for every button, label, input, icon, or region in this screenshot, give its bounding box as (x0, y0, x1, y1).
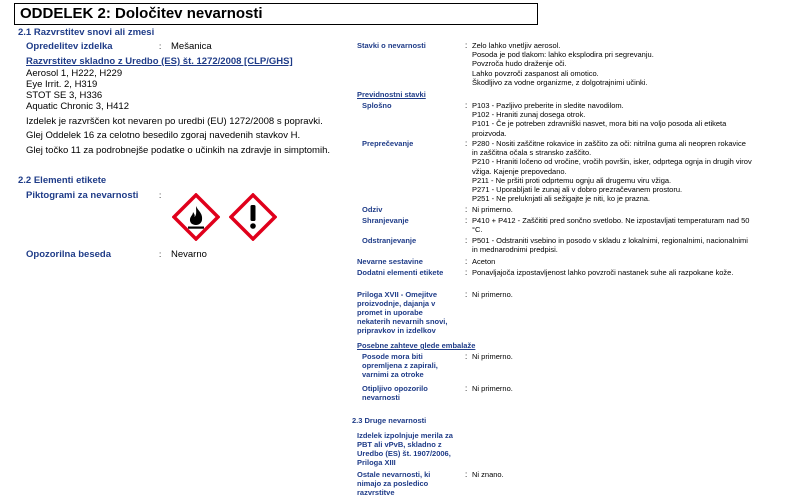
section-2-2-heading: 2.2 Elementi etikete (18, 175, 107, 186)
hazardous-ingredients-value: Aceton (472, 257, 496, 266)
tactile-label-line: Otipljivo opozorilo (362, 384, 428, 393)
storage-line: P410 + P412 - Zaščititi pred sončno svetlobo. Ne izpostavljati temperaturam nad 50 (472, 216, 750, 225)
annex-label-line: proizvodnje, dajanja v (357, 299, 436, 308)
hazardous-ingredients-label: Nevarne sestavine (357, 257, 423, 266)
classification-item: Aquatic Chronic 3, H412 (26, 101, 129, 112)
annex-label-line: promet in uporabe (357, 308, 423, 317)
other-label-line: Ostale nevarnosti, ki (357, 470, 431, 479)
tactile-warning-label (362, 384, 428, 402)
annex-label-line: nekaterih nevarnih snovi, (357, 317, 448, 326)
colon: : (465, 384, 468, 393)
tactile-warning-value: Ni primerno. (472, 384, 513, 393)
hazard-line: Povzroča hudo draženje oči. (472, 59, 567, 69)
pbt-label-line: Priloga XIII (357, 458, 396, 467)
annex-xvii-label (357, 290, 447, 335)
prevention-line: P280 - Nositi zaščitne rokavice in zaščito za oči: nitrilna guma ali neopren rokavice (472, 139, 746, 148)
prevention-line: P271 - Uporabljati le zunaj ali v dobro prezračevanem prostoru. (472, 185, 683, 195)
general-line: P102 - Hraniti zunaj dosega otrok. (472, 110, 586, 120)
pictograms-label: Piktogrami za nevarnosti (26, 190, 139, 201)
colon: : (159, 42, 162, 51)
colon: : (465, 101, 468, 110)
storage-label: Shranjevanje (362, 216, 409, 225)
general-statements (472, 101, 726, 138)
general-line: P103 - Pazljivo preberite in sledite navodilom. (472, 101, 624, 110)
other-label-line: razvrstitve (357, 488, 395, 497)
colon: : (465, 470, 468, 479)
classification-note-2: Glej Oddelek 16 za celotno besedilo zgoraj navedenih stavkov H. (26, 130, 301, 141)
disposal-label: Odstranjevanje (362, 236, 417, 245)
exclamation-pictogram-icon (229, 193, 277, 241)
colon: : (465, 257, 468, 266)
hazard-statements-label: Stavki o nevarnosti (357, 41, 426, 50)
packaging-heading: Posebne zahteve glede embalaže (357, 341, 476, 350)
prevention-line: P210 - Hraniti ločeno od vročine, vročih površin, isker, odprtega ognja in drugih virov (472, 157, 752, 167)
closures-label-line: varnimi za otroke (362, 370, 424, 379)
classification-regulation-link: Razvrstitev skladno z Uredbo (ES) št. 1272/2008 [CLP/GHS] (26, 56, 293, 67)
classification-note-1: Izdelek je razvrščen kot nevaren po uredbi (EU) 1272/2008 s popravki. (26, 116, 323, 127)
colon: : (465, 139, 468, 148)
disposal-line: P501 - Odstraniti vsebino in posodo v skladu z lokalnimi, regionalnimi, nacionalnimi (472, 236, 748, 245)
colon: : (159, 191, 162, 200)
closures-label-line: Posode mora biti (362, 352, 423, 361)
colon: : (465, 236, 468, 245)
annex-xvii-value: Ni primerno. (472, 290, 513, 299)
page-title: ODDELEK 2: Določitev nevarnosti (20, 5, 263, 22)
hazard-line: Posoda je pod tlakom: lahko eksplodira pri segrevanju. (472, 50, 654, 60)
prevention-line: in zaščitna očala s stransko zaščito. (472, 148, 592, 158)
closures-label-line: opremljena z zapirali, (362, 361, 438, 370)
response-label: Odziv (362, 205, 383, 214)
child-closures-label (362, 352, 438, 379)
other-label-line: nimajo za posledico (357, 479, 429, 488)
pbt-label-line: PBT ali vPvB, skladno z (357, 440, 442, 449)
general-label: Splošno (362, 101, 392, 110)
section-2-3-heading: 2.3 Druge nevarnosti (352, 416, 427, 425)
product-definition-label: Opredelitev izdelka (26, 41, 113, 52)
pbt-label-line: Uredbo (ES) št. 1907/2006, (357, 449, 451, 458)
hazard-line: Zelo lahko vnetljiv aerosol. (472, 41, 561, 50)
product-definition-value: Mešanica (171, 41, 212, 52)
colon: : (465, 216, 468, 225)
colon: : (465, 352, 468, 361)
hazard-line: Lahko povzroči zaspanost ali omotico. (472, 68, 599, 78)
disposal-line: in mednarodnimi predpisi. (472, 245, 558, 255)
annex-label-line: Priloga XVII - Omejitve (357, 290, 438, 299)
disposal-statements (472, 236, 748, 254)
prevention-line: P251 - Ne preluknjati ali sežigajte je niti, ko je prazna. (472, 194, 651, 204)
classification-item: Eye Irrit. 2, H319 (26, 79, 98, 90)
storage-statements (472, 216, 749, 234)
other-hazards-label (357, 470, 430, 497)
storage-line: °C. (472, 225, 483, 235)
prevention-statements (472, 139, 752, 203)
general-line: proizvoda. (472, 128, 507, 138)
prevention-line: P211 - Ne pršiti proti odprtemu ognju ali drugemu viru vžiga. (472, 175, 672, 185)
flame-pictogram-icon (172, 193, 220, 241)
child-closures-value: Ni primerno. (472, 352, 513, 361)
colon: : (465, 205, 468, 214)
signal-word-label: Opozorilna beseda (26, 249, 111, 260)
classification-list (26, 68, 129, 112)
prevention-line: vžiga. Kajenje prepovedano. (472, 166, 567, 176)
pbt-vpvb-label (357, 431, 453, 467)
tactile-label-line: nevarnosti (362, 393, 400, 402)
other-hazards-value: Ni znano. (472, 470, 504, 479)
colon: : (159, 250, 162, 259)
section-2-1-heading: 2.1 Razvrstitev snovi ali zmesi (18, 27, 155, 38)
colon: : (465, 41, 468, 50)
response-value: Ni primerno. (472, 205, 513, 214)
classification-note-3: Glej točko 11 za podrobnejše podatke o učinkih na zdravje in simptomih. (26, 145, 330, 156)
classification-item: STOT SE 3, H336 (26, 90, 103, 101)
pbt-label-line: Izdelek izpolnjuje merila za (357, 431, 453, 440)
hazard-statements (472, 41, 654, 87)
supplemental-value: Ponavljajoča izpostavljenost lahko povzroči nastanek suhe ali razpokane kože. (472, 268, 734, 277)
general-line: P101 - Če je potreben zdravniški nasvet, mora biti na voljo posoda ali etiketa (472, 119, 727, 129)
annex-label-line: pripravkov in izdelkov (357, 326, 436, 335)
colon: : (465, 290, 468, 299)
hazard-line: Škodljivo za vodne organizme, z dolgotrajnimi učinki. (472, 77, 648, 87)
colon: : (465, 268, 468, 277)
supplemental-label: Dodatni elementi etikete (357, 268, 444, 277)
signal-word-value: Nevarno (171, 249, 207, 260)
prevention-label: Preprečevanje (362, 139, 414, 148)
section-title-box (14, 3, 538, 25)
classification-item: Aerosol 1, H222, H229 (26, 68, 123, 79)
precautionary-heading: Previdnostni stavki (357, 90, 426, 99)
